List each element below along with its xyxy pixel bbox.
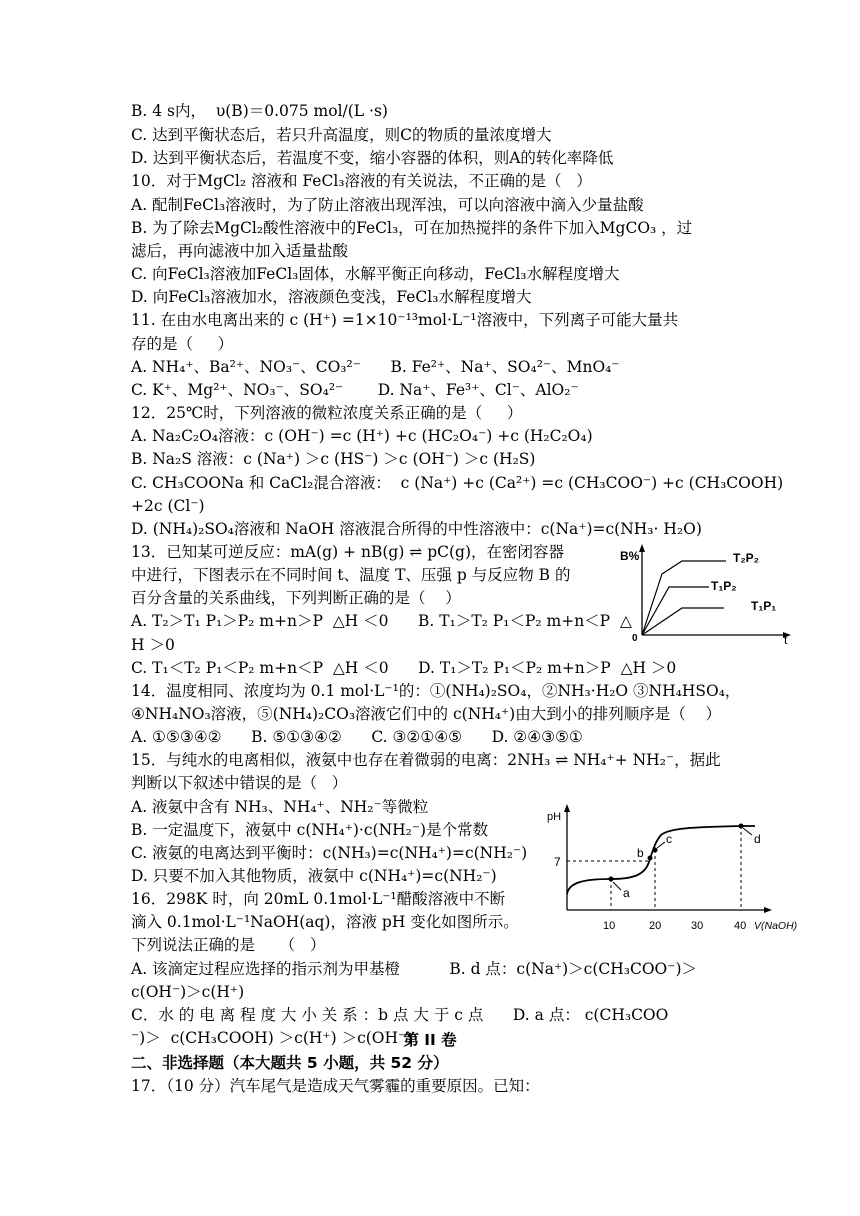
x-axis-arrow [764,907,772,913]
text-line: C. 向FeCl₃溶液加FeCl₃固体，水解平衡正向移动，FeCl₃水解程度增大 [131,265,620,283]
text-line: 13．已知某可逆反应：mA(g) + nB(g) ⇌ pC(g)，在密闭容器 [131,543,565,561]
text-line: C. CH₃COONa 和 CaCl₂混合溶液： c (Na⁺) +c (Ca²⁺) =c (CH₃COO⁻) +c (CH₃COOH) [131,474,784,492]
y-axis-label: B% [620,549,640,563]
text-line: 滤后，再向滤液中加入适量盐酸 [131,242,349,260]
section-heading: 二、非选择题（本大题共 5 小题，共 52 分） [131,1054,449,1072]
text-line: A. ①⑤③④② B. ⑤①③④② C. ③②①④⑤ D. ②④③⑤① [131,728,583,746]
label-t1p2: T₁P₂ [711,579,737,593]
x-axis-label: V(NaOH) [754,920,798,932]
label-t2p2: T₂P₂ [733,551,759,565]
text-line: B. 一定温度下，液氨中 c(NH₄⁺)·c(NH₂⁻)是个常数 [131,821,489,839]
label-c: c [666,832,672,846]
text-line: 11. 在由水电离出来的 c (H⁺) =1×10⁻¹³mol·L⁻¹溶液中，下列离子可能大量共 [131,311,679,329]
section-title: 第 II 卷 [403,1031,457,1049]
text-line: A. 配制FeCl₃溶液时，为了防止溶液出现浑浊，可以向溶液中滴入少量盐酸 [131,196,644,214]
text-line: A. T₂＞T₁ P₁＞P₂ m+n＞P △H ＜0 B. T₁＞T₂ P₁＜P₂ m+n＜P △ [131,612,632,630]
text-line: +2c (Cl⁻) [131,497,205,515]
label-b: b [637,846,644,860]
text-line: C. T₁＜T₂ P₁＜P₂ m+n＜P △H ＜0 D. T₁＞T₂ P₁＜P₂ m+n＞P △H ＞0 [131,659,677,677]
text-line: B. 4 s内， υ(B)＝0.075 mol/(L ·s) [131,102,388,120]
x-tick-20: 20 [649,920,662,932]
text-line: A. NH₄⁺、Ba²⁺、NO₃⁻、CO₃²⁻ B. Fe²⁺、Na⁺、SO₄²⁻、MnO₄⁻ [131,358,620,376]
pointer-d [743,828,752,835]
text-line: B. 为了除去MgCl₂酸性溶液中的FeCl₃，可在加热搅拌的条件下加入MgCO₃ ，过 [131,219,693,237]
text-line: C. 达到平衡状态后，若只升高温度，则C的物质的量浓度增大 [131,126,552,144]
text-line: D. (NH₄)₂SO₄溶液和 NaOH 溶液混合所得的中性溶液中：c(Na⁺)=c(NH₃· H₂O) [131,520,702,538]
pointer-a [613,882,621,890]
x-tick-10: 10 [603,920,616,932]
text-line: C. 液氨的电离达到平衡时：c(NH₃)=c(NH₄⁺)=c(NH₂⁻) [131,844,528,862]
text-line: 12．25℃时，下列溶液的微粒浓度关系正确的是（ ） [131,404,523,422]
y-axis-arrow [639,544,645,552]
text-line: 下列说法正确的是 （ ） [131,936,326,954]
text-line: D. 向FeCl₃溶液加水，溶液颜色变浅，FeCl₃水解程度增大 [131,288,532,306]
text-line: C. K⁺、Mg²⁺、NO₃⁻、SO₄²⁻ D. Na⁺、Fe³⁺、Cl⁻、AlO₂⁻ [131,381,579,399]
text-line: H ＞0 [131,636,175,654]
text-line: A. 该滴定过程应选择的指示剂为甲基橙 B. d 点：c(Na⁺)＞c(CH₃COO⁻)＞ [131,960,697,978]
text-line: 判断以下叙述中错误的是（ ） [131,774,348,792]
text-line: D. 只要不加入其他物质，液氨中 c(NH₄⁺)=c(NH₂⁻) [131,867,497,885]
text-line: 15．与纯水的电离相似，液氨中也存在着微弱的电离：2NH₃ ⇌ NH₄⁺+ NH₂⁻，据此 [131,751,721,769]
point-b [648,856,653,861]
curve-t2p2 [642,561,726,635]
point-d [739,824,744,829]
text-line: 14．温度相同、浓度均为 0.1 mol·L⁻¹的：①(NH₄)₂SO₄，②NH₃·H₂O ③NH₄HSO₄， [131,682,741,700]
point-a [609,877,614,882]
graph-b-percent-vs-time [614,540,800,646]
text-line: 10．对于MgCl₂ 溶液和 FeCl₃溶液的有关说法，不正确的是（ ） [131,172,592,190]
point-c [653,848,658,853]
y-axis-arrow [564,804,570,812]
label-d: d [754,832,761,846]
origin-label: 0 [632,633,638,644]
x-axis-label: t [784,633,788,646]
text-line: 存的是（ ） [131,335,234,353]
text-line: B. Na₂S 溶液：c (Na⁺) ＞c (HS⁻) ＞c (OH⁻) ＞c (H₂S) [131,450,536,468]
text-line: D. 达到平衡状态后，若温度不变，缩小容器的体积，则A的转化率降低 [131,149,614,167]
y-axis-label: pH [547,811,562,823]
question-17: 17．（10 分）汽车尾气是造成天气雾霾的重要原因。已知： [131,1077,540,1095]
text-line: c(OH⁻)＞c(H⁺) [131,983,245,1001]
text-line: 中进行，下图表示在不同时间 t、温度 T、压强 p 与反应物 B 的 [131,566,571,584]
pointer-c [657,842,665,848]
text-line: 滴入 0.1mol·L⁻¹NaOH(aq)，溶液 pH 变化如图所示。 [131,913,519,931]
graph-ph-titration [545,802,807,936]
text-line: A. Na₂C₂O₄溶液：c (OH⁻) =c (H⁺) +c (HC₂O₄⁻) +c (H₂C₂O₄) [131,427,593,445]
text-line: ⁻)＞ c(CH₃COOH) ＞c(H⁺) ＞c(OH⁻) [131,1029,413,1047]
x-tick-40: 40 [734,920,747,932]
y-tick-7: 7 [554,855,561,869]
titration-curve [567,826,755,894]
text-line: C．水 的 电 离 程 度 大 小 关 系 ：b 点 大 于 c 点 D. a 点： c(CH₃COO [131,1006,669,1024]
text-line: ④NH₄NO₃溶液，⑤(NH₄)₂CO₃溶液它们中的 c(NH₄⁺)由大到小的排列顺序是（ ） [131,705,721,723]
x-tick-30: 30 [691,920,704,932]
label-a: a [623,886,630,900]
label-t1p1: T₁P₁ [751,599,777,613]
text-line: 百分含量的关系曲线，下列判断正确的是（ ） [131,589,461,607]
text-line: A. 液氨中含有 NH₃、NH₄⁺、NH₂⁻等微粒 [131,798,429,816]
text-line: 16．298K 时，向 20mL 0.1mol·L⁻¹醋酸溶液中不断 [131,890,506,908]
